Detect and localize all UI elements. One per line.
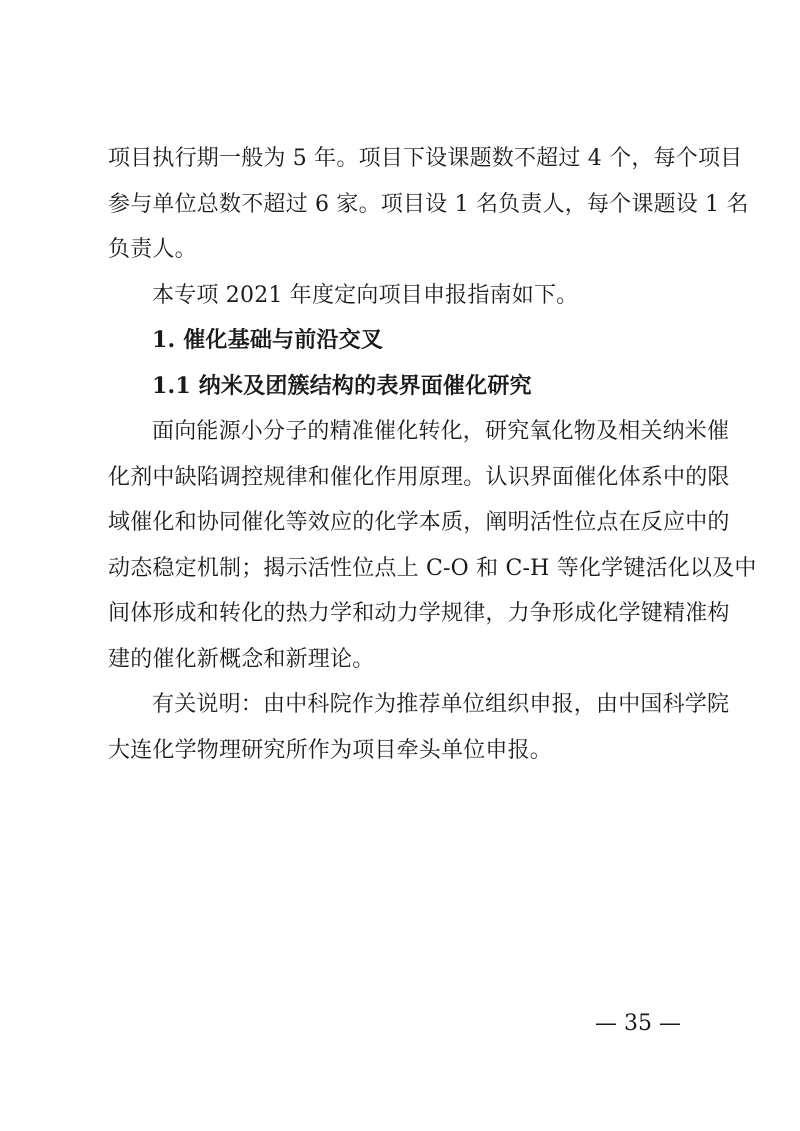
paragraph-research-content	[108, 409, 757, 682]
text-line: 大连化学物理研究所作为项目牵头单位申报。	[108, 737, 553, 763]
text-line: 间体形成和转化的热力学和动力学规律，力争形成化学键精准构	[108, 601, 730, 626]
text-line: 参与单位总数不超过 6 家。项目设 1 名负责人，每个课题设 1 名	[108, 191, 749, 217]
section-heading-1-1: 1.1 纳米及团簇结构的表界面催化研究	[152, 372, 532, 399]
section-heading-1: 1. 催化基础与前沿交叉	[152, 327, 384, 353]
text-line: 有关说明：由中科院作为推荐单位组织申报，由中国科学院	[152, 692, 730, 717]
paragraph-guide-intro	[108, 273, 698, 319]
paragraph-execution-period	[108, 136, 749, 273]
paragraph-notes	[108, 682, 730, 773]
text-line: 项目执行期一般为 5 年。项目下设课题数不超过 4 个，每个项目	[108, 146, 743, 171]
text-line: 本专项 2021 年度定向项目申报指南如下。	[152, 282, 579, 308]
text-line: 建的催化新概念和新理论。	[108, 646, 375, 672]
document-body	[108, 136, 757, 773]
text-line: 化剂中缺陷调控规律和催化作用原理。认识界面催化体系中的限	[108, 464, 730, 490]
text-line: 面向能源小分子的精准催化转化，研究氧化物及相关纳米催	[152, 419, 730, 444]
text-line: 域催化和协同催化等效应的化学本质，阐明活性位点在反应中的	[108, 510, 730, 535]
text-line: 负责人。	[108, 237, 197, 262]
page-number: — 35 —	[595, 1011, 681, 1036]
text-line: 动态稳定机制；揭示活性位点上 C-O 和 C-H 等化学键活化以及中	[108, 555, 757, 581]
